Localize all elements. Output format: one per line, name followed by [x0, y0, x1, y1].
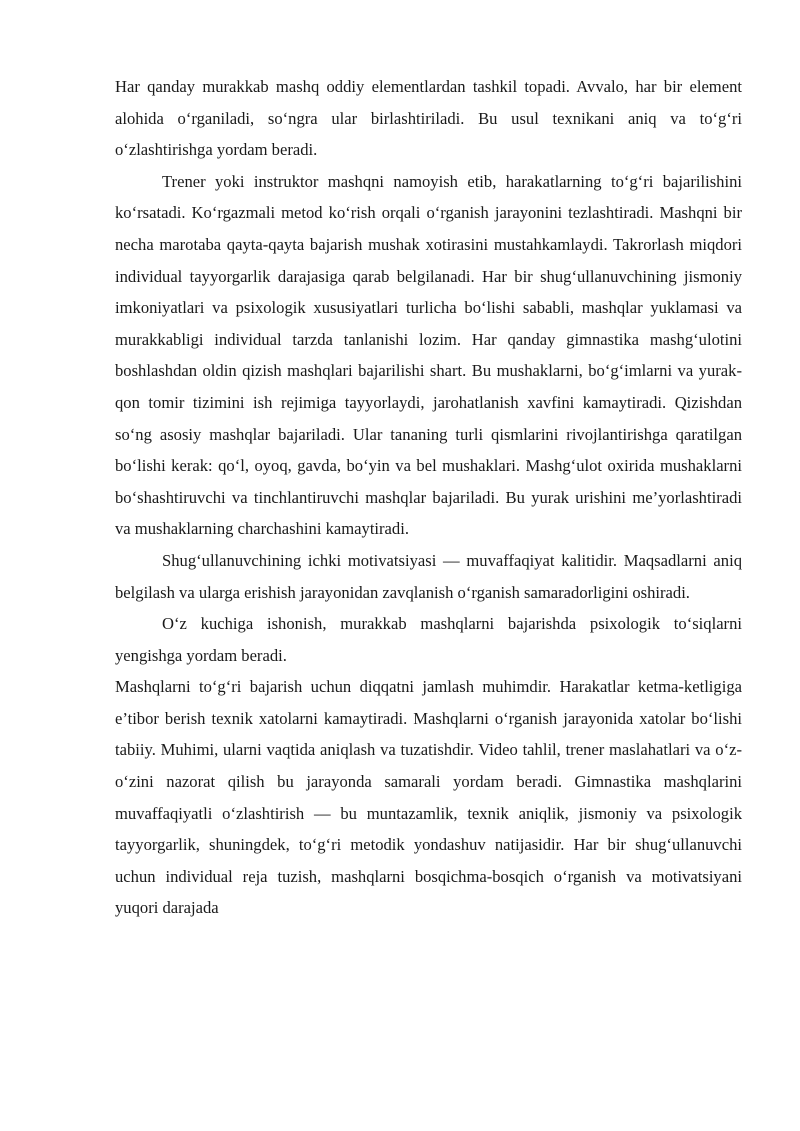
- paragraph-1: Har qanday murakkab mashq oddiy elementlardan tashkil topadi. Avvalo, har bir element alohida o‘rganiladi, so‘ngra ular birlashtiriladi. Bu usul texnikani aniq va to‘g‘ri o‘zlashtirishga yordam beradi.: [115, 77, 742, 160]
- paragraph-4: O‘z kuchiga ishonish, murakkab mashqlarni bajarishda psixologik to‘siqlarni yengishga yordam beradi.: [115, 614, 742, 665]
- paragraph-3: Shug‘ullanuvchining ichki motivatsiyasi — muvaffaqiyat kalitidir. Maqsadlarni aniq belgilash va ularga erishish jarayonidan zavqlanish o‘rganish samaradorligini oshiradi.: [115, 550, 742, 602]
- paragraph-5: Mashqlarni to‘g‘ri bajarish uchun diqqatni jamlash muhimdir. Harakatlar ketma-ketligiga e’tibor berish texnik xatolarni kamaytiradi. Mashqlarni o‘rganish jarayonida xatolar bo‘lishi tabiiy. Muhimi, ularni vaqtida aniqlash va tuzatishdir. Video tahlil, trener maslahatlari va o‘z-o‘zini nazorat qilish bu jarayonda samarali yordam beradi. Gimnastika mashqlarini muvaffaqiyatli o‘zlashtirish — bu muntazamlik, texnik aniqlik, jismoniy va psixologik tayyorgarlik, shuningdek, to‘g‘ri metodik yondashuv natijasidir. Har bir shug‘ullanuvchi uchun individual reja tuzish, mashqlarni bosqichma-bosqich o‘rganish va motivatsiyani yuqori darajada: [115, 677, 742, 918]
- paragraph-2: Trener yoki instruktor mashqni namoyish etib, harakatlarning to‘g‘ri bajarilishini ko‘rsatadi. Ko‘rgazmali metod ko‘rish orqali o‘rganish jarayonini tezlashtiradi. Mashqni bir necha marotaba qayta-qayta bajarish mushak xotirasini mustahkamlaydi. Takrorlash miqdori individual tayyorgarlik darajasiga qarab belgilanadi. Har bir shug‘ullanuvchining jismoniy imkoniyatlari va psixologik xususiyatlari turlicha bo‘lishi sababli, mashqlar yuklamasi va murakkabligi individual tarzda tanlanishi lozim. Har qanday gimnastika mashg‘ulotini boshlashdan oldin qizish mashqlari bajarilishi shart. Bu mushaklarni, bo‘g‘imlarni va yurak-qon tomir tizimini ish rejimiga tayyorlaydi, jarohatlanish xavfini kamaytiradi. Qizishdan so‘ng asosiy mashqlar bajariladi. Ular tananing turli qismlarini rivojlantirishga qaratilgan bo‘lishi kerak: qo‘l, oyoq, gavda, bo‘yin va bel mushaklari. Mashg‘ulot oxirida mushaklarni bo‘shashtiruvchi va tinchlantiruvchi mashqlar bajariladi. Bu yurak urishini me’yorlashtiradi va mushaklarning charchashini kamaytiradi.: [115, 171, 742, 539]
- document-page: [115, 71, 742, 924]
